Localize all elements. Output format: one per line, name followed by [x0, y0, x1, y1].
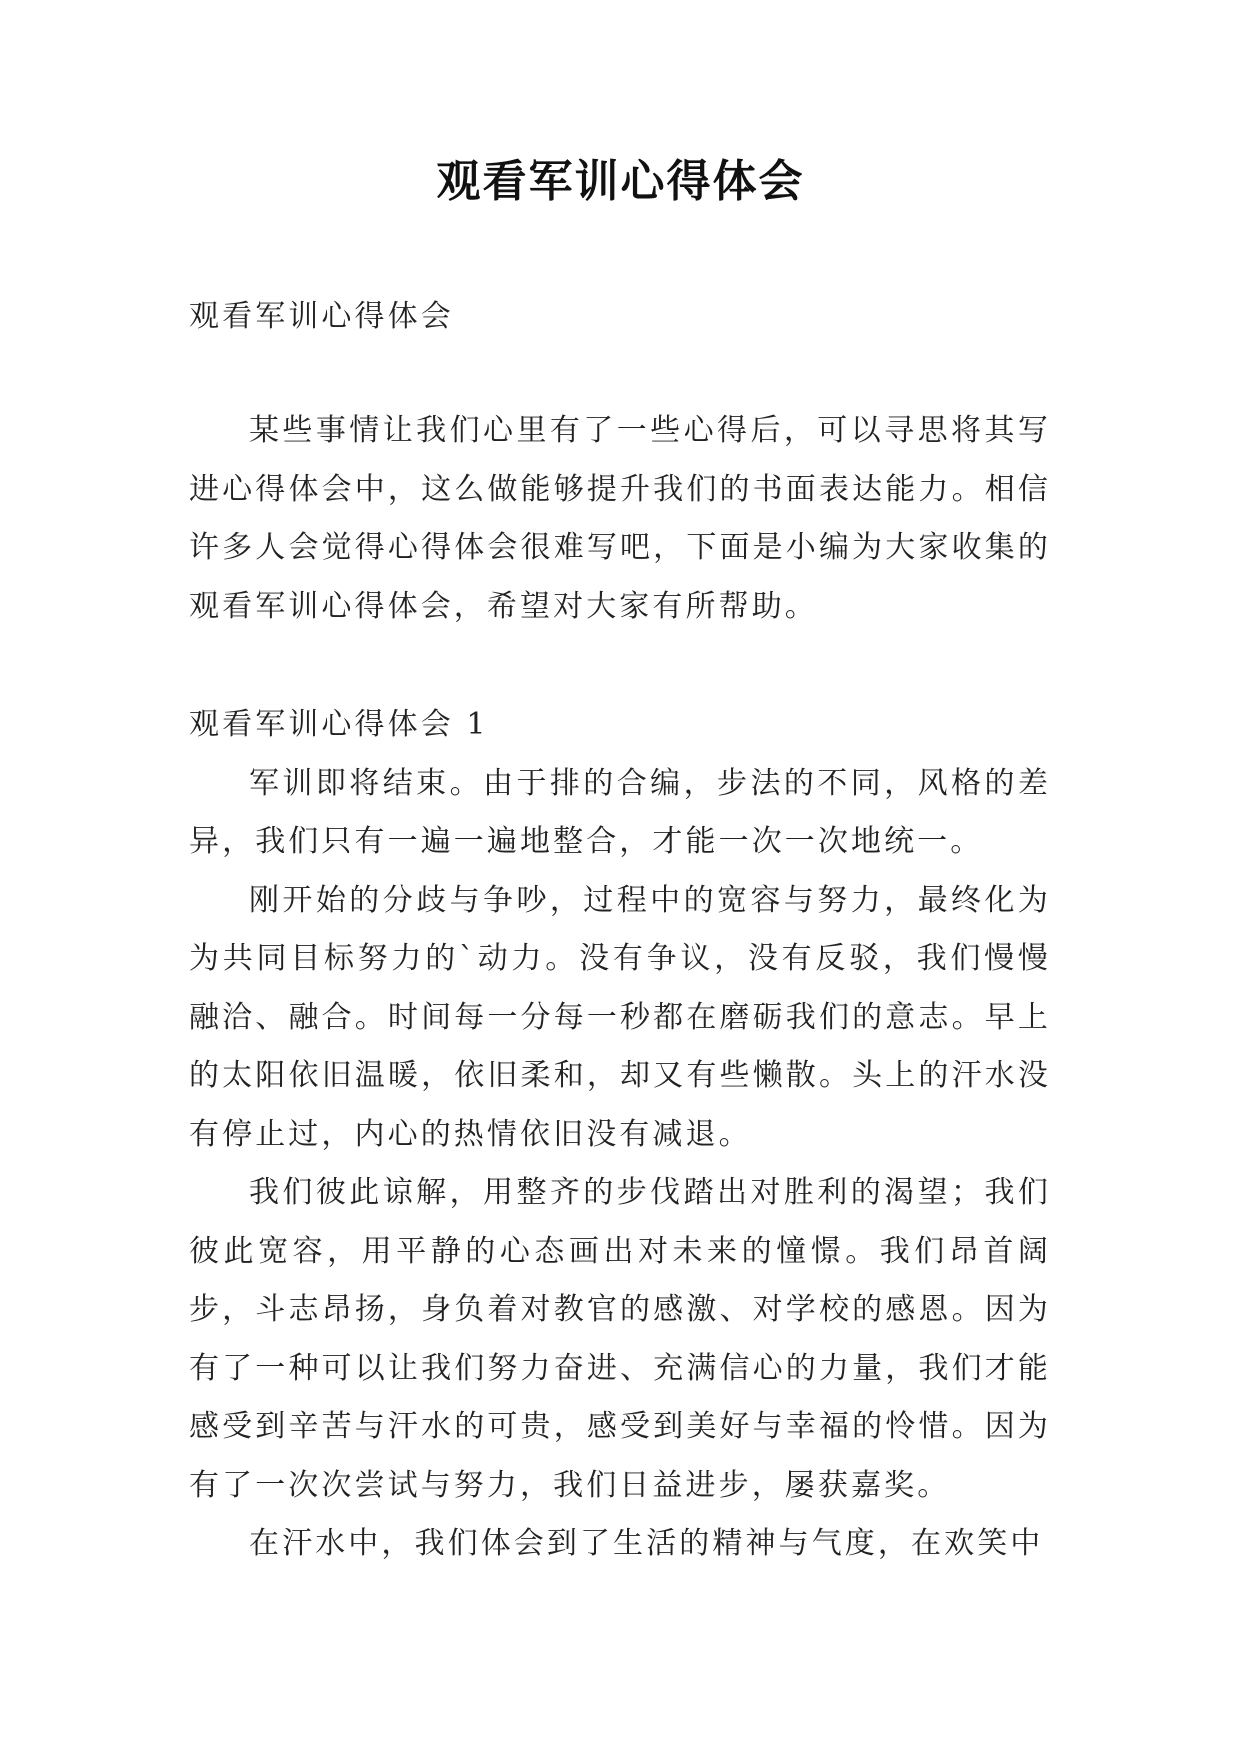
page-title: 观看军训心得体会 [436, 156, 805, 207]
body-paragraph: 在汗水中，我们体会到了生活的精神与气度，在欢笑中 [249, 1526, 1044, 1561]
body-paragraph: 刚开始的分歧与争吵，过程中的宽容与努力，最终化为为共同目标努力的`动力。没有争议，没有反驳，我们慢慢融洽、融合。时间每一分每一秒都在磨砺我们的意志。早上的太阳依旧温暖，依旧柔和，却又有些懒散。头上的汗水没有停止过，内心的热情依旧没有减退。 [189, 882, 1051, 1152]
document-subtitle: 观看军训心得体会 [189, 299, 454, 334]
intro-paragraph: 某些事情让我们心里有了一些心得后，可以寻思将其写进心得体会中，这么做能够提升我们的书面表达能力。相信许多人会觉得心得体会很难写吧，下面是小编为大家收集的观看军训心得体会，希望对大家有所帮助。 [189, 413, 1051, 624]
section-1 [189, 696, 1051, 1574]
section-heading: 观看军训心得体会 1 [189, 707, 489, 742]
body-paragraph: 军训即将结束。由于排的合编，步法的不同，风格的差异，我们只有一遍一遍地整合，才能一次一次地统一。 [189, 765, 1051, 859]
intro-block [189, 402, 1051, 636]
body-paragraph: 我们彼此谅解，用整齐的步伐踏出对胜利的渴望；我们彼此宽容，用平静的心态画出对未来的憧憬。我们昂首阔步，斗志昂扬，身负着对教官的感激、对学校的感恩。因为有了一种可以让我们努力奋进、充满信心的力量，我们才能感受到辛苦与汗水的可贵，感受到美好与幸福的怜惜。因为有了一次次尝试与努力，我们日益进步，屡获嘉奖。 [189, 1175, 1051, 1503]
